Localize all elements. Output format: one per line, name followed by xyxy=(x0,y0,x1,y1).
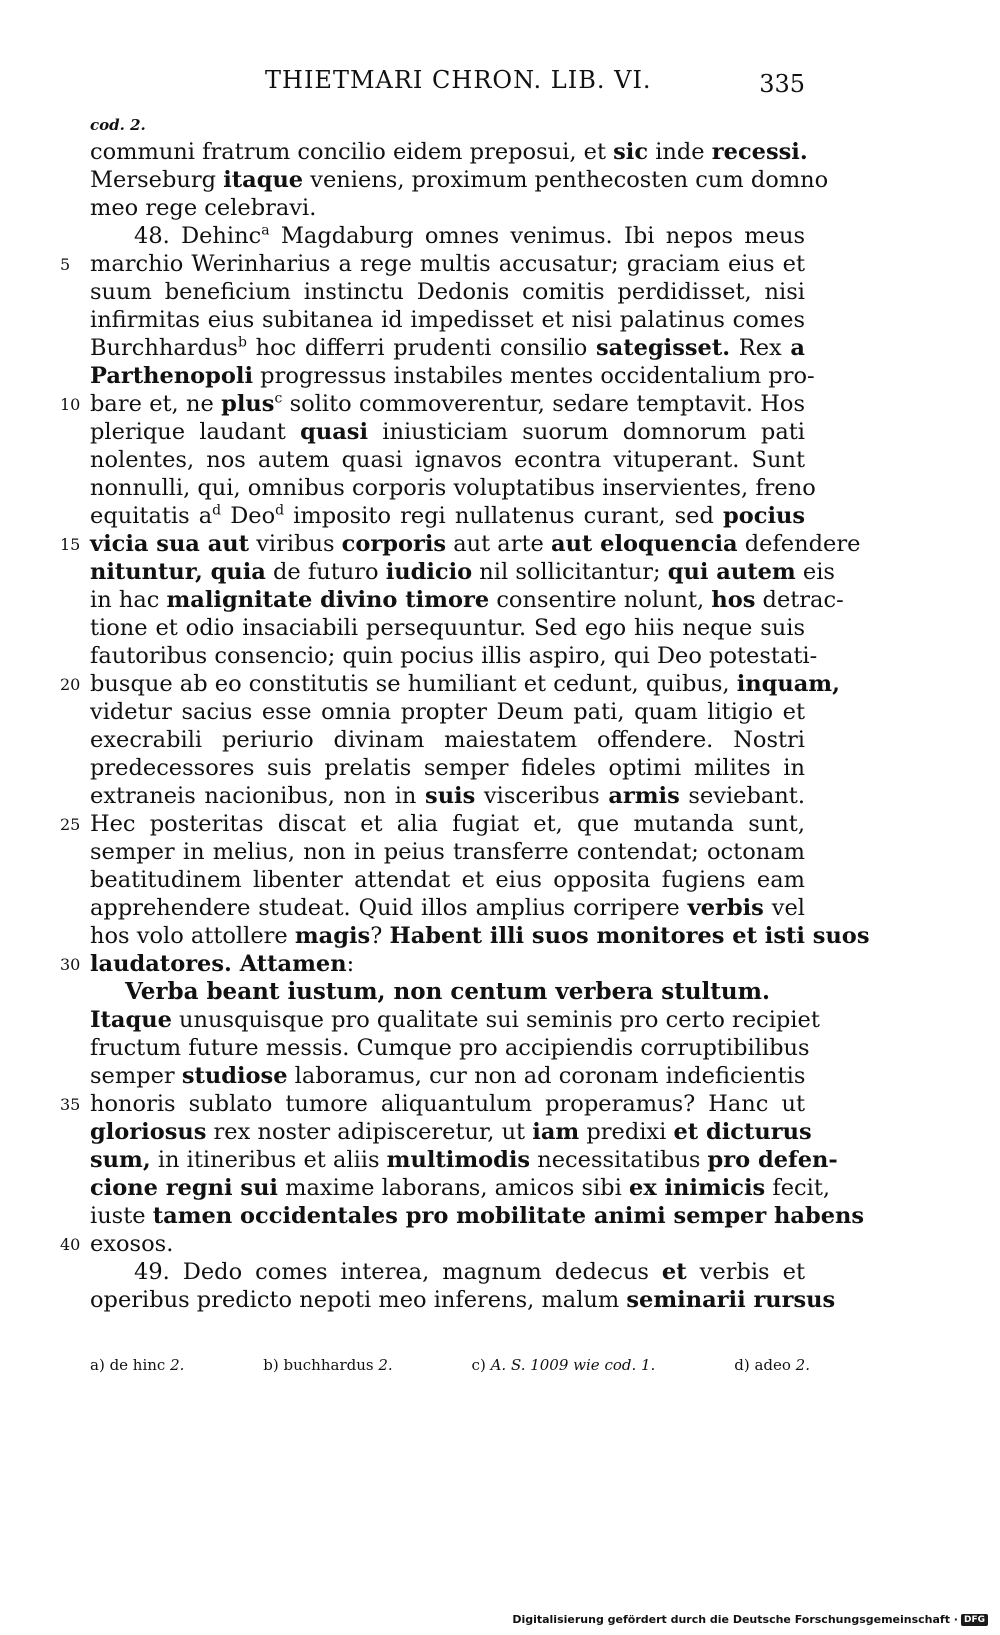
text-run: pro defen- xyxy=(707,1147,838,1173)
text-run: 2. xyxy=(170,1356,185,1374)
text-run: cione regni sui xyxy=(90,1175,278,1201)
text-run: pocius xyxy=(723,503,806,529)
text-run: honoris sublato tumore aliquantulum properamus? Hanc ut xyxy=(90,1091,805,1117)
text-run: Habent illi suos monitores et isti suos xyxy=(389,923,870,949)
text-line xyxy=(60,1230,805,1258)
text-line xyxy=(90,698,805,726)
text-run: laboramus, cur non ad coronam indeficientis xyxy=(287,1063,806,1089)
text-line xyxy=(90,194,805,222)
body-text xyxy=(60,138,870,1314)
text-run: aut eloquencia xyxy=(550,531,738,557)
text-run: Deo xyxy=(221,503,276,529)
page-number: 335 xyxy=(759,70,805,98)
line-number: 20 xyxy=(60,675,81,694)
text-run: consentire nolunt, xyxy=(489,587,712,613)
text-line xyxy=(90,558,835,586)
footnotes xyxy=(90,1356,810,1374)
text-run: magis xyxy=(294,923,371,949)
text-run: in hac xyxy=(90,587,167,613)
line-number: 5 xyxy=(60,255,71,274)
text-line xyxy=(90,978,805,1006)
text-run: verbis et xyxy=(686,1259,805,1285)
text-run: exosos. xyxy=(90,1231,174,1257)
text-run: d) adeo xyxy=(734,1356,796,1374)
text-run: sic xyxy=(613,139,649,165)
text-run: defendere xyxy=(737,531,861,557)
text-run: beatitudinem libenter attendat et eius opposita fugiens eam xyxy=(90,867,805,893)
text-run: detrac- xyxy=(755,587,844,613)
dfg-logo: DFG xyxy=(961,1614,988,1626)
text-run: 49. Dedo comes interea, magnum dedecus xyxy=(134,1259,662,1285)
text-run: 2. xyxy=(795,1356,810,1374)
text-run: infirmitas eius subitanea id impedisset et nisi palatinus comes xyxy=(90,307,805,333)
text-run: multimodis xyxy=(386,1147,531,1173)
text-line xyxy=(90,446,805,474)
text-run: suis xyxy=(425,783,476,809)
text-run: 2. xyxy=(378,1356,393,1374)
text-run: execrabili periurio divinam maiestatem offendere. Nostri xyxy=(90,727,805,753)
text-run: progressus instabiles mentes occidentalium pro- xyxy=(253,363,815,389)
text-line xyxy=(90,1034,810,1062)
text-run: b) buchhardus xyxy=(263,1356,379,1374)
text-run: plus xyxy=(221,391,275,417)
text-run: corporis xyxy=(341,531,447,557)
text-run: fautoribus consencio; quin pocius illis aspiro, qui Deo potestati- xyxy=(90,643,818,669)
text-run: a xyxy=(790,335,805,361)
text-run: rex noster adipisceretur, ut xyxy=(206,1119,533,1145)
text-line xyxy=(90,362,815,390)
text-run: nolentes, nos autem quasi ignavos econtra vituperant. Sunt xyxy=(90,447,805,473)
text-run: tamen occidentales pro mobilitate animi semper habens xyxy=(152,1203,865,1229)
line-number: 25 xyxy=(60,815,81,834)
text-line xyxy=(90,1006,820,1034)
digitization-credit xyxy=(512,1613,988,1626)
text-run: hos xyxy=(711,587,756,613)
text-line xyxy=(90,642,818,670)
text-run: meo rege celebravi. xyxy=(90,195,317,221)
text-line xyxy=(90,586,844,614)
text-run: seminarii rursus xyxy=(626,1287,836,1313)
text-run: extraneis nacionibus, non in xyxy=(90,783,426,809)
text-run: et dicturus xyxy=(673,1119,812,1145)
text-run: nonnulli, qui, omnibus corporis voluptatibus inservientes, freno xyxy=(90,475,816,501)
text-run: : xyxy=(346,951,355,977)
text-run: iam xyxy=(532,1119,580,1145)
text-line xyxy=(90,166,829,194)
text-run: Itaque xyxy=(90,1007,172,1033)
text-run: inde xyxy=(648,139,712,165)
text-run: malignitate divino timore xyxy=(166,587,490,613)
text-line xyxy=(90,782,805,810)
text-run: armis xyxy=(608,783,680,809)
text-run: iuste xyxy=(90,1203,153,1229)
text-line xyxy=(90,754,805,782)
footnote-marker: d xyxy=(212,502,222,519)
text-run: ex inimicis xyxy=(628,1175,766,1201)
text-run: hoc differri prudenti consilio xyxy=(246,335,596,361)
text-run: Magdaburg omnes venimus. Ibi nepos meus xyxy=(269,223,805,249)
text-line xyxy=(90,502,805,530)
text-line xyxy=(60,670,840,698)
text-line xyxy=(60,810,805,838)
text-run: inquam, xyxy=(736,671,840,697)
text-run: 48. Dehinc xyxy=(134,223,262,249)
text-run: fructum future messis. Cumque pro accipiendis corruptibilibus xyxy=(90,1035,810,1061)
text-run: quasi xyxy=(300,419,368,445)
text-run: busque ab eo constitutis se humiliant et cedunt, quibus, xyxy=(90,671,737,697)
text-run: verbis xyxy=(687,895,764,921)
text-run: gloriosus xyxy=(90,1119,207,1145)
text-run: predixi xyxy=(579,1119,674,1145)
line-number: 40 xyxy=(60,1235,81,1254)
text-line xyxy=(90,866,805,894)
line-number: 30 xyxy=(60,955,81,974)
text-run: plerique laudant xyxy=(90,419,301,445)
text-run: sategisset. xyxy=(595,335,731,361)
line-number: 10 xyxy=(60,395,81,414)
text-line xyxy=(90,278,805,306)
text-run: laudatores. Attamen xyxy=(90,951,347,977)
text-run: a) de hinc xyxy=(90,1356,171,1374)
text-line xyxy=(90,334,805,362)
text-run: veniens, proximum penthecosten cum domno xyxy=(303,167,829,193)
text-run: tione et odio insaciabili persequuntur. Sed ego hiis neque suis xyxy=(90,615,805,641)
text-line xyxy=(60,390,805,418)
text-run: fecit, xyxy=(765,1175,831,1201)
text-run: seviebant. xyxy=(679,783,805,809)
text-run: aut arte xyxy=(446,531,551,557)
text-run: et xyxy=(661,1259,687,1285)
text-run: in itineribus et aliis xyxy=(150,1147,387,1173)
footnote xyxy=(734,1356,810,1374)
footnote xyxy=(90,1356,184,1374)
text-run: suum beneficium instinctu Dedonis comitis perdidisset, nisi xyxy=(90,279,805,305)
text-run: operibus predicto nepoti meo inferens, malum xyxy=(90,1287,627,1313)
text-run: viribus xyxy=(249,531,342,557)
footnote-marker: a xyxy=(261,222,270,239)
text-run: communi fratrum concilio eidem preposui, et xyxy=(90,139,614,165)
line-number: 35 xyxy=(60,1095,81,1114)
text-line xyxy=(90,1118,812,1146)
text-run: semper in melius, non in peius transferre contendat; octonam xyxy=(90,839,805,865)
text-run: equitatis a xyxy=(90,503,213,529)
text-run: eis xyxy=(795,559,835,585)
text-line xyxy=(90,838,805,866)
text-run: c) xyxy=(471,1356,491,1374)
text-run: Parthenopoli xyxy=(90,363,254,389)
text-run: predecessores suis prelatis semper fideles optimi milites in xyxy=(90,755,805,781)
text-run: A. S. 1009 wie cod. 1. xyxy=(490,1356,656,1374)
text-run: Merseburg xyxy=(90,167,224,193)
text-run: iudicio xyxy=(385,559,473,585)
text-run: recessi. xyxy=(711,139,808,165)
text-run: Burchhardus xyxy=(90,335,238,361)
text-run: necessitatibus xyxy=(530,1147,708,1173)
text-line xyxy=(60,530,861,558)
text-run: qui autem xyxy=(667,559,796,585)
text-line xyxy=(60,950,805,978)
text-line xyxy=(90,474,816,502)
text-line xyxy=(90,922,870,950)
text-line xyxy=(90,726,805,754)
text-line xyxy=(90,1258,805,1286)
text-run: unusquisque pro qualitate sui seminis pro certo recipiet xyxy=(171,1007,820,1033)
text-run: Verba beant iustum, non centum verbera stultum. xyxy=(125,978,770,1005)
text-run: itaque xyxy=(223,167,304,193)
text-line xyxy=(60,1090,805,1118)
running-title: THIETMARI CHRON. LIB. VI. xyxy=(265,66,652,94)
digitization-note: Digitalisierung gefördert durch die Deutsche Forschungsgemeinschaft · xyxy=(512,1613,958,1626)
footnote-marker: d xyxy=(275,502,285,519)
text-run: marchio Werinharius a rege multis accusatur; graciam eius et xyxy=(90,251,805,277)
text-line xyxy=(90,138,808,166)
text-run: solito commoverentur, sedare temptavit. Hos xyxy=(282,391,805,417)
text-run: hos volo attollere xyxy=(90,923,295,949)
text-run: vicia sua aut xyxy=(90,531,250,557)
text-run: imposito regi nullatenus curant, sed xyxy=(284,503,723,529)
line-number: 15 xyxy=(60,535,81,554)
footnote xyxy=(263,1356,392,1374)
text-run: nituntur, quia xyxy=(90,559,266,585)
text-run: maxime laborans, amicos sibi xyxy=(277,1175,629,1201)
text-line xyxy=(90,222,805,250)
text-line xyxy=(90,1146,838,1174)
text-line xyxy=(90,1202,865,1230)
running-header xyxy=(90,66,805,100)
text-run: vel xyxy=(763,895,805,921)
text-line xyxy=(60,250,805,278)
text-run: Rex xyxy=(730,335,791,361)
text-line xyxy=(90,1174,831,1202)
footnote-marker: c xyxy=(274,390,283,407)
text-run: semper xyxy=(90,1063,182,1089)
text-run: iniusticiam suorum domnorum pati xyxy=(368,419,805,445)
text-run: sum, xyxy=(90,1147,151,1173)
text-line xyxy=(90,894,805,922)
footnote-marker: b xyxy=(237,334,247,351)
text-run: videtur sacius esse omnia propter Deum pati, quam litigio et xyxy=(90,699,805,725)
text-run: nil sollicitantur; xyxy=(472,559,668,585)
text-run: ? xyxy=(370,923,390,949)
text-line xyxy=(90,1286,836,1314)
text-run: apprehendere studeat. Quid illos amplius corripere xyxy=(90,895,688,921)
footnote xyxy=(472,1356,656,1374)
codex-note: cod. 2. xyxy=(90,116,146,134)
text-line xyxy=(90,306,805,334)
text-run: studiose xyxy=(181,1063,288,1089)
text-run: Hec posteritas discat et alia fugiat et, que mutanda sunt, xyxy=(90,811,805,837)
text-run: bare et, ne xyxy=(90,391,222,417)
text-line xyxy=(90,1062,805,1090)
text-run: visceribus xyxy=(475,783,609,809)
text-line xyxy=(90,614,805,642)
text-line xyxy=(90,418,805,446)
text-run: de futuro xyxy=(265,559,386,585)
